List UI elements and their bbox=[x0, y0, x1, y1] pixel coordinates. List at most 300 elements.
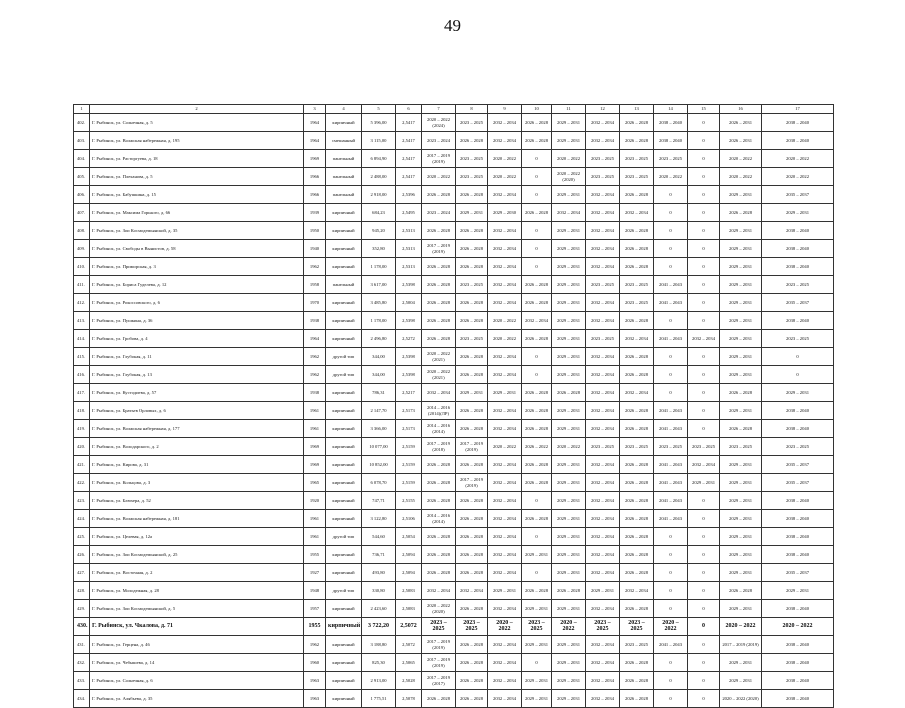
table-cell: 433. bbox=[74, 672, 90, 690]
table-cell: 2020 – 2022 bbox=[552, 150, 586, 168]
table-cell: 2026 – 2028 bbox=[720, 204, 762, 222]
table-cell: 0 bbox=[688, 150, 720, 168]
table-cell: 1964 bbox=[304, 114, 326, 132]
table-cell: 2029 – 2031 bbox=[720, 222, 762, 240]
column-number-row bbox=[74, 105, 834, 114]
table-cell: 2,5417 bbox=[396, 150, 422, 168]
table-cell: 2026 – 2028 bbox=[720, 420, 762, 438]
address-cell: Г. Рыбинск, ул. Плеханова, д. 5 bbox=[90, 168, 304, 186]
table-cell: 2020 – 2022 (2020) bbox=[552, 168, 586, 186]
table-cell: 2,5417 bbox=[396, 114, 422, 132]
table-cell: 2026 – 2028 bbox=[620, 114, 654, 132]
table-cell: 2029 – 2031 bbox=[720, 240, 762, 258]
column-number-cell: 10 bbox=[522, 105, 552, 114]
table-cell: 2020 – 2022 bbox=[488, 150, 522, 168]
table-cell: кирпичный bbox=[326, 402, 362, 420]
table-cell: 2029 – 2031 bbox=[720, 258, 762, 276]
table-cell: 2032 – 2034 bbox=[488, 276, 522, 294]
table-cell: 2029 – 2031 bbox=[552, 636, 586, 654]
table-cell: панельный bbox=[326, 168, 362, 186]
table-cell: 2032 – 2034 bbox=[620, 384, 654, 402]
table-cell: 2026 – 2028 bbox=[422, 258, 456, 276]
table-cell: 2032 – 2034 bbox=[488, 258, 522, 276]
table-cell: 2,5313 bbox=[396, 240, 422, 258]
table-cell: 0 bbox=[688, 420, 720, 438]
table-cell: 2029 – 2031 bbox=[552, 690, 586, 708]
table-cell: 0 bbox=[654, 312, 688, 330]
table-cell: 2026 – 2028 bbox=[422, 546, 456, 564]
table-cell: 0 bbox=[522, 366, 552, 384]
table-cell: 2026 – 2028 bbox=[620, 600, 654, 618]
table-cell: 2041 – 2043 bbox=[654, 492, 688, 510]
table-cell: 2,5094 bbox=[396, 564, 422, 582]
table-cell: кирпичный bbox=[326, 546, 362, 564]
column-number-cell: 16 bbox=[720, 105, 762, 114]
table-cell: 2032 – 2034 bbox=[586, 474, 620, 492]
table-cell: 2032 – 2034 bbox=[586, 132, 620, 150]
table-cell: 2026 – 2028 bbox=[456, 600, 488, 618]
table-cell: 2029 – 2031 bbox=[552, 222, 586, 240]
address-cell: Г. Рыбинск, ул. Зои Космодемьянской, д. 35 bbox=[90, 222, 304, 240]
table-cell: 2038 – 2040 bbox=[762, 510, 834, 528]
address-cell: Г. Рыбинск, ул. Бориса Гуделева, д. 12 bbox=[90, 276, 304, 294]
table-cell: 2026 – 2028 bbox=[422, 222, 456, 240]
table-cell: 2029 – 2031 bbox=[762, 582, 834, 600]
table-cell: 2032 – 2034 bbox=[586, 654, 620, 672]
table-cell: 2026 – 2028 bbox=[620, 258, 654, 276]
table-cell: 2023 – 2025 bbox=[620, 618, 654, 636]
table-cell: 2026 – 2028 bbox=[620, 312, 654, 330]
table-cell: 2032 – 2034 bbox=[488, 600, 522, 618]
table-row bbox=[74, 258, 834, 276]
table-cell: 0 bbox=[654, 204, 688, 222]
table-cell: 2026 – 2028 bbox=[522, 114, 552, 132]
table-cell: 1939 bbox=[304, 204, 326, 222]
table-cell: 0 bbox=[688, 294, 720, 312]
address-cell: Г. Рыбинск, ул. Волжская набережная, д. 195 bbox=[90, 132, 304, 150]
table-cell: кирпичный bbox=[326, 564, 362, 582]
table-cell: 2,5065 bbox=[396, 654, 422, 672]
table-cell: 0 bbox=[688, 564, 720, 582]
table-cell: 2020 – 2022 bbox=[762, 618, 834, 636]
table-row bbox=[74, 150, 834, 168]
table-cell: 2029 – 2031 bbox=[488, 582, 522, 600]
table-cell: кирпичный bbox=[326, 240, 362, 258]
table-cell: 2023 – 2025 bbox=[586, 168, 620, 186]
table-cell: 2020 – 2022 bbox=[762, 150, 834, 168]
table-cell: 0 bbox=[522, 222, 552, 240]
table-cell: кирпичный bbox=[326, 510, 362, 528]
table-cell: 0 bbox=[688, 204, 720, 222]
table-cell: 0 bbox=[688, 312, 720, 330]
table-cell: кирпичный bbox=[326, 438, 362, 456]
table-cell: 2,5398 bbox=[396, 312, 422, 330]
table-cell: 3 485,80 bbox=[362, 294, 396, 312]
table-cell: 2029 – 2031 bbox=[720, 186, 762, 204]
table-cell: 2,5159 bbox=[396, 474, 422, 492]
table-cell: 403. bbox=[74, 132, 90, 150]
table-cell: 2026 – 2028 bbox=[620, 474, 654, 492]
column-number-cell: 2 bbox=[90, 105, 304, 114]
table-cell: 413. bbox=[74, 312, 90, 330]
table-cell: 1969 bbox=[304, 456, 326, 474]
table-cell: 2017 – 2019 (2019) bbox=[422, 240, 456, 258]
table-cell: 544,60 bbox=[362, 528, 396, 546]
address-cell: Г. Рыбинск, ул. Зои Космодемьянской, д. 25 bbox=[90, 546, 304, 564]
table-cell: 2041 – 2043 bbox=[654, 402, 688, 420]
table-cell: 2038 – 2040 bbox=[762, 312, 834, 330]
table-cell: 0 bbox=[688, 510, 720, 528]
table-row bbox=[74, 582, 834, 600]
table-cell: 2032 – 2034 bbox=[488, 222, 522, 240]
table-cell: 2,5396 bbox=[396, 186, 422, 204]
table-cell: 1958 bbox=[304, 276, 326, 294]
table-cell: 2032 – 2034 bbox=[586, 420, 620, 438]
table-cell: 2026 – 2028 bbox=[422, 276, 456, 294]
table-cell: 0 bbox=[654, 600, 688, 618]
table-cell: 2026 – 2028 bbox=[620, 492, 654, 510]
table-cell: 2,5094 bbox=[396, 546, 422, 564]
address-cell: Г. Рыбинск, ул. Молодежная, д. 28 bbox=[90, 582, 304, 600]
table-cell: 2038 – 2040 bbox=[762, 114, 834, 132]
table-cell: 2026 – 2028 bbox=[552, 384, 586, 402]
table-cell: 2038 – 2040 bbox=[762, 402, 834, 420]
column-number-cell: 13 bbox=[620, 105, 654, 114]
table-cell: 2026 – 2028 bbox=[522, 294, 552, 312]
table-cell: 2017 – 2019 (2018) bbox=[422, 438, 456, 456]
table-cell: 2032 – 2034 bbox=[586, 528, 620, 546]
table-cell: 2,5159 bbox=[396, 456, 422, 474]
table-cell: кирпичный bbox=[326, 114, 362, 132]
table-row bbox=[74, 636, 834, 654]
table-cell: 2026 – 2028 bbox=[422, 294, 456, 312]
table-cell: 0 bbox=[522, 564, 552, 582]
table-cell: 1964 bbox=[304, 132, 326, 150]
table-cell: 2029 – 2031 bbox=[552, 276, 586, 294]
table-cell: 2023 – 2025 bbox=[620, 150, 654, 168]
table-cell: 2032 – 2034 bbox=[586, 672, 620, 690]
table-cell: 2026 – 2028 bbox=[620, 240, 654, 258]
table-cell: 786,31 bbox=[362, 384, 396, 402]
table-cell: 2029 – 2031 bbox=[552, 348, 586, 366]
table-cell: 2032 – 2034 bbox=[488, 114, 522, 132]
table-cell: 2029 – 2031 bbox=[552, 132, 586, 150]
table-cell: 2032 – 2034 bbox=[488, 672, 522, 690]
table-cell: 2020 – 2022 bbox=[654, 618, 688, 636]
address-cell: Г. Рыбинск, ул. Зои Космодемьянской, д. 5 bbox=[90, 600, 304, 618]
table-cell: 2014 – 2016 (2014)(ЛР) bbox=[422, 402, 456, 420]
table-cell: 2038 – 2040 bbox=[762, 222, 834, 240]
table-cell: 0 bbox=[688, 222, 720, 240]
table-cell: 0 bbox=[522, 654, 552, 672]
table-cell: 2017 – 2019 (2017) bbox=[422, 672, 456, 690]
table-cell: 2032 – 2034 bbox=[586, 222, 620, 240]
table-cell: 0 bbox=[654, 690, 688, 708]
table-cell: 0 bbox=[688, 276, 720, 294]
table-cell: 2038 – 2040 bbox=[762, 492, 834, 510]
table-cell: 2020 – 2022 (2020) bbox=[720, 690, 762, 708]
table-cell: 2032 – 2034 bbox=[488, 240, 522, 258]
table-row bbox=[74, 618, 834, 636]
table-cell: 2023 – 2025 bbox=[654, 438, 688, 456]
table-cell: 2023 – 2025 bbox=[456, 276, 488, 294]
table-cell: 2038 – 2040 bbox=[762, 258, 834, 276]
table-cell: 2029 – 2031 bbox=[688, 474, 720, 492]
table-cell: 2026 – 2028 bbox=[456, 366, 488, 384]
table-cell: 0 bbox=[522, 240, 552, 258]
table-cell: 2032 – 2034 bbox=[488, 474, 522, 492]
address-cell: Г. Рыбинск, ул. Блюхера, д. 52 bbox=[90, 492, 304, 510]
table-cell: 2,5173 bbox=[396, 402, 422, 420]
table-cell: 2026 – 2028 bbox=[522, 384, 552, 402]
table-cell: 0 bbox=[688, 348, 720, 366]
table-cell: смешанный bbox=[326, 132, 362, 150]
table-cell: 0 bbox=[688, 528, 720, 546]
table-cell: 2026 – 2028 bbox=[522, 420, 552, 438]
table-cell: 0 bbox=[654, 564, 688, 582]
table-cell: 425. bbox=[74, 528, 90, 546]
table-cell: 2 488,00 bbox=[362, 168, 396, 186]
table-cell: 2041 – 2043 bbox=[654, 456, 688, 474]
table-cell: 2026 – 2028 bbox=[620, 222, 654, 240]
table-cell: 405. bbox=[74, 168, 90, 186]
table-cell: кирпичный bbox=[326, 636, 362, 654]
table-cell: 0 bbox=[654, 654, 688, 672]
table-cell: 0 bbox=[654, 672, 688, 690]
table-cell: 414. bbox=[74, 330, 90, 348]
table-row bbox=[74, 114, 834, 132]
table-cell: 2029 – 2031 bbox=[762, 204, 834, 222]
table-cell: 2026 – 2028 bbox=[456, 222, 488, 240]
table-cell: 2026 – 2028 bbox=[620, 186, 654, 204]
table-cell: 2032 – 2034 bbox=[586, 204, 620, 222]
table-cell: 430. bbox=[74, 618, 90, 636]
table-cell: 2032 – 2034 bbox=[488, 528, 522, 546]
table-cell: 2026 – 2028 bbox=[422, 312, 456, 330]
table-cell: 2029 – 2031 bbox=[720, 330, 762, 348]
table-cell: 2029 – 2031 bbox=[720, 492, 762, 510]
table-cell: 2020 – 2022 bbox=[488, 312, 522, 330]
table-cell: 0 bbox=[688, 492, 720, 510]
table-cell: 428. bbox=[74, 582, 90, 600]
address-cell: Г. Рыбинск, ул. Волжская набережная, д. 177 bbox=[90, 420, 304, 438]
table-cell: 2032 – 2034 bbox=[488, 654, 522, 672]
table-cell: 2023 – 2025 bbox=[620, 276, 654, 294]
table-cell: 2032 – 2034 bbox=[586, 690, 620, 708]
table-cell: 2029 – 2031 bbox=[488, 384, 522, 402]
table-cell: 0 bbox=[654, 528, 688, 546]
table-cell: 2026 – 2028 bbox=[620, 510, 654, 528]
table-cell: 2041 – 2043 bbox=[654, 330, 688, 348]
table-cell: 2023 – 2025 bbox=[654, 150, 688, 168]
table-cell: 2029 – 2031 bbox=[720, 402, 762, 420]
table-cell: 2032 – 2034 bbox=[586, 492, 620, 510]
table-cell: 2032 – 2034 bbox=[586, 294, 620, 312]
table-cell: 426. bbox=[74, 546, 90, 564]
table-row bbox=[74, 492, 834, 510]
table-cell: 2020 – 2022 bbox=[488, 618, 522, 636]
table-cell: 2032 – 2034 bbox=[488, 690, 522, 708]
table-cell: 747,71 bbox=[362, 492, 396, 510]
table-cell: 2026 – 2028 bbox=[522, 276, 552, 294]
table-cell: 407. bbox=[74, 204, 90, 222]
table-cell: 2026 – 2028 bbox=[422, 564, 456, 582]
table-cell: 419. bbox=[74, 420, 90, 438]
table-cell: 2,5417 bbox=[396, 168, 422, 186]
table-cell: 2032 – 2034 bbox=[488, 636, 522, 654]
table-cell: 2029 – 2031 bbox=[552, 456, 586, 474]
table-cell: 409. bbox=[74, 240, 90, 258]
table-cell: 2029 – 2031 bbox=[522, 636, 552, 654]
table-cell: 2029 – 2031 bbox=[552, 510, 586, 528]
table-cell: 1961 bbox=[304, 420, 326, 438]
table-cell: 2029 – 2031 bbox=[720, 276, 762, 294]
table-cell: 0 bbox=[654, 222, 688, 240]
table-cell: 2026 – 2028 bbox=[422, 690, 456, 708]
table-cell: 2026 – 2028 bbox=[456, 456, 488, 474]
table-cell: 2,5398 bbox=[396, 348, 422, 366]
table-cell: 2032 – 2034 bbox=[586, 258, 620, 276]
table-cell: 2020 – 2022 (2020) bbox=[422, 600, 456, 618]
housing-schedule-table bbox=[73, 104, 834, 708]
table-cell: 2026 – 2028 bbox=[620, 420, 654, 438]
table-cell: 2032 – 2034 bbox=[488, 402, 522, 420]
table-cell: 2020 – 2022 bbox=[720, 168, 762, 186]
table-cell: 2017 – 2019 (2019) bbox=[422, 150, 456, 168]
table-cell: 1950 bbox=[304, 222, 326, 240]
table-cell: 431. bbox=[74, 636, 90, 654]
table-row bbox=[74, 420, 834, 438]
table-cell: 2029 – 2031 bbox=[720, 456, 762, 474]
table-row bbox=[74, 510, 834, 528]
table-cell: 2032 – 2034 bbox=[488, 366, 522, 384]
table-cell: 0 bbox=[654, 186, 688, 204]
table-cell: 2029 – 2031 bbox=[552, 600, 586, 618]
table-cell: 2026 – 2028 bbox=[456, 312, 488, 330]
table-cell: 1969 bbox=[304, 438, 326, 456]
table-cell: 434. bbox=[74, 690, 90, 708]
table-cell: 2026 – 2028 bbox=[456, 672, 488, 690]
table-cell: кирпичный bbox=[326, 384, 362, 402]
table-cell: 2020 – 2022 bbox=[552, 438, 586, 456]
table-cell: 2029 – 2031 bbox=[762, 384, 834, 402]
table-cell: 2023 – 2025 bbox=[620, 636, 654, 654]
table-cell: 2023 – 2025 bbox=[586, 150, 620, 168]
table-cell: 2038 – 2040 bbox=[762, 240, 834, 258]
table-cell: 0 bbox=[762, 348, 834, 366]
table-cell: 2026 – 2028 bbox=[620, 348, 654, 366]
table-cell: 2032 – 2034 bbox=[456, 582, 488, 600]
table-cell: 2026 – 2028 bbox=[456, 402, 488, 420]
table-row bbox=[74, 366, 834, 384]
column-number-cell: 9 bbox=[488, 105, 522, 114]
table-cell: 2023 – 2024 bbox=[422, 132, 456, 150]
table-cell: 2029 – 2031 bbox=[552, 528, 586, 546]
table-cell: кирпичный bbox=[326, 312, 362, 330]
table-cell: 0 bbox=[654, 546, 688, 564]
table-cell: 1 775,51 bbox=[362, 690, 396, 708]
page-number: 49 bbox=[444, 16, 461, 35]
table-cell: 2032 – 2034 bbox=[488, 492, 522, 510]
table-cell: 2029 – 2031 bbox=[552, 402, 586, 420]
address-cell: Г. Рыбинск, ул. Восточная, д. 2 bbox=[90, 564, 304, 582]
table-cell: 2029 – 2031 bbox=[720, 528, 762, 546]
table-cell: 2038 – 2040 bbox=[762, 528, 834, 546]
table-cell: 0 bbox=[688, 258, 720, 276]
column-number-cell: 14 bbox=[654, 105, 688, 114]
table-cell: 411. bbox=[74, 276, 90, 294]
table-cell: 2017 – 2019 (2019) bbox=[422, 636, 456, 654]
table-row bbox=[74, 456, 834, 474]
table-cell: 2020 – 2022 (2021) bbox=[422, 366, 456, 384]
table-cell: 417. bbox=[74, 384, 90, 402]
table-cell: 2026 – 2028 bbox=[422, 528, 456, 546]
table-cell: 2029 – 2031 bbox=[552, 420, 586, 438]
column-number-cell: 3 bbox=[304, 105, 326, 114]
table-cell: кирпичный bbox=[326, 690, 362, 708]
table-cell: панельный bbox=[326, 186, 362, 204]
table-cell: 2026 – 2028 bbox=[456, 636, 488, 654]
table-cell: 2041 – 2043 bbox=[654, 420, 688, 438]
table-cell: 344,00 bbox=[362, 366, 396, 384]
address-cell: Г. Рыбинск, ул. Кирова, д. 31 bbox=[90, 456, 304, 474]
table-row bbox=[74, 312, 834, 330]
table-cell: 2032 – 2034 bbox=[522, 312, 552, 330]
table-cell: 2029 – 2031 bbox=[552, 672, 586, 690]
table-cell: 2026 – 2028 bbox=[422, 456, 456, 474]
table-cell: 2026 – 2028 bbox=[422, 474, 456, 492]
table-cell: 3 617,00 bbox=[362, 276, 396, 294]
table-cell: 2026 – 2031 bbox=[720, 132, 762, 150]
table-cell: 2038 – 2040 bbox=[762, 132, 834, 150]
table-cell: 2032 – 2034 bbox=[488, 510, 522, 528]
table-cell: 2041 – 2043 bbox=[654, 276, 688, 294]
table-cell: 402. bbox=[74, 114, 90, 132]
table-row bbox=[74, 168, 834, 186]
table-cell: 2032 – 2034 bbox=[586, 546, 620, 564]
table-cell: 2029 – 2030 bbox=[488, 204, 522, 222]
table-cell: 0 bbox=[688, 132, 720, 150]
table-cell: 2032 – 2034 bbox=[620, 330, 654, 348]
table-row bbox=[74, 348, 834, 366]
table-cell: 2020 – 2022 (2024) bbox=[422, 114, 456, 132]
table-cell: 2026 – 2028 bbox=[620, 546, 654, 564]
table-cell: 2029 – 2031 bbox=[522, 546, 552, 564]
table-row bbox=[74, 564, 834, 582]
column-number-cell: 7 bbox=[422, 105, 456, 114]
table-cell: 2026 – 2028 bbox=[720, 582, 762, 600]
table-cell: 1960 bbox=[304, 654, 326, 672]
table-cell: 2026 – 2028 bbox=[456, 492, 488, 510]
table-cell: 2029 – 2031 bbox=[522, 672, 552, 690]
table-cell: 2032 – 2034 bbox=[488, 564, 522, 582]
table-cell: 2032 – 2034 bbox=[422, 582, 456, 600]
column-number-cell: 1 bbox=[74, 105, 90, 114]
table-cell: 2026 – 2028 bbox=[522, 510, 552, 528]
table-cell: 2032 – 2034 bbox=[586, 186, 620, 204]
table-cell: 1938 bbox=[304, 384, 326, 402]
table-cell: 825,30 bbox=[362, 654, 396, 672]
table-cell: 493,80 bbox=[362, 564, 396, 582]
table-cell: 2035 – 2037 bbox=[762, 186, 834, 204]
table-cell: 2029 – 2031 bbox=[720, 654, 762, 672]
table-cell: 0 bbox=[654, 384, 688, 402]
table-row bbox=[74, 294, 834, 312]
table-cell: 0 bbox=[688, 384, 720, 402]
table-cell: 423. bbox=[74, 492, 90, 510]
table-cell: 2,5072 bbox=[396, 636, 422, 654]
table-cell: 408. bbox=[74, 222, 90, 240]
